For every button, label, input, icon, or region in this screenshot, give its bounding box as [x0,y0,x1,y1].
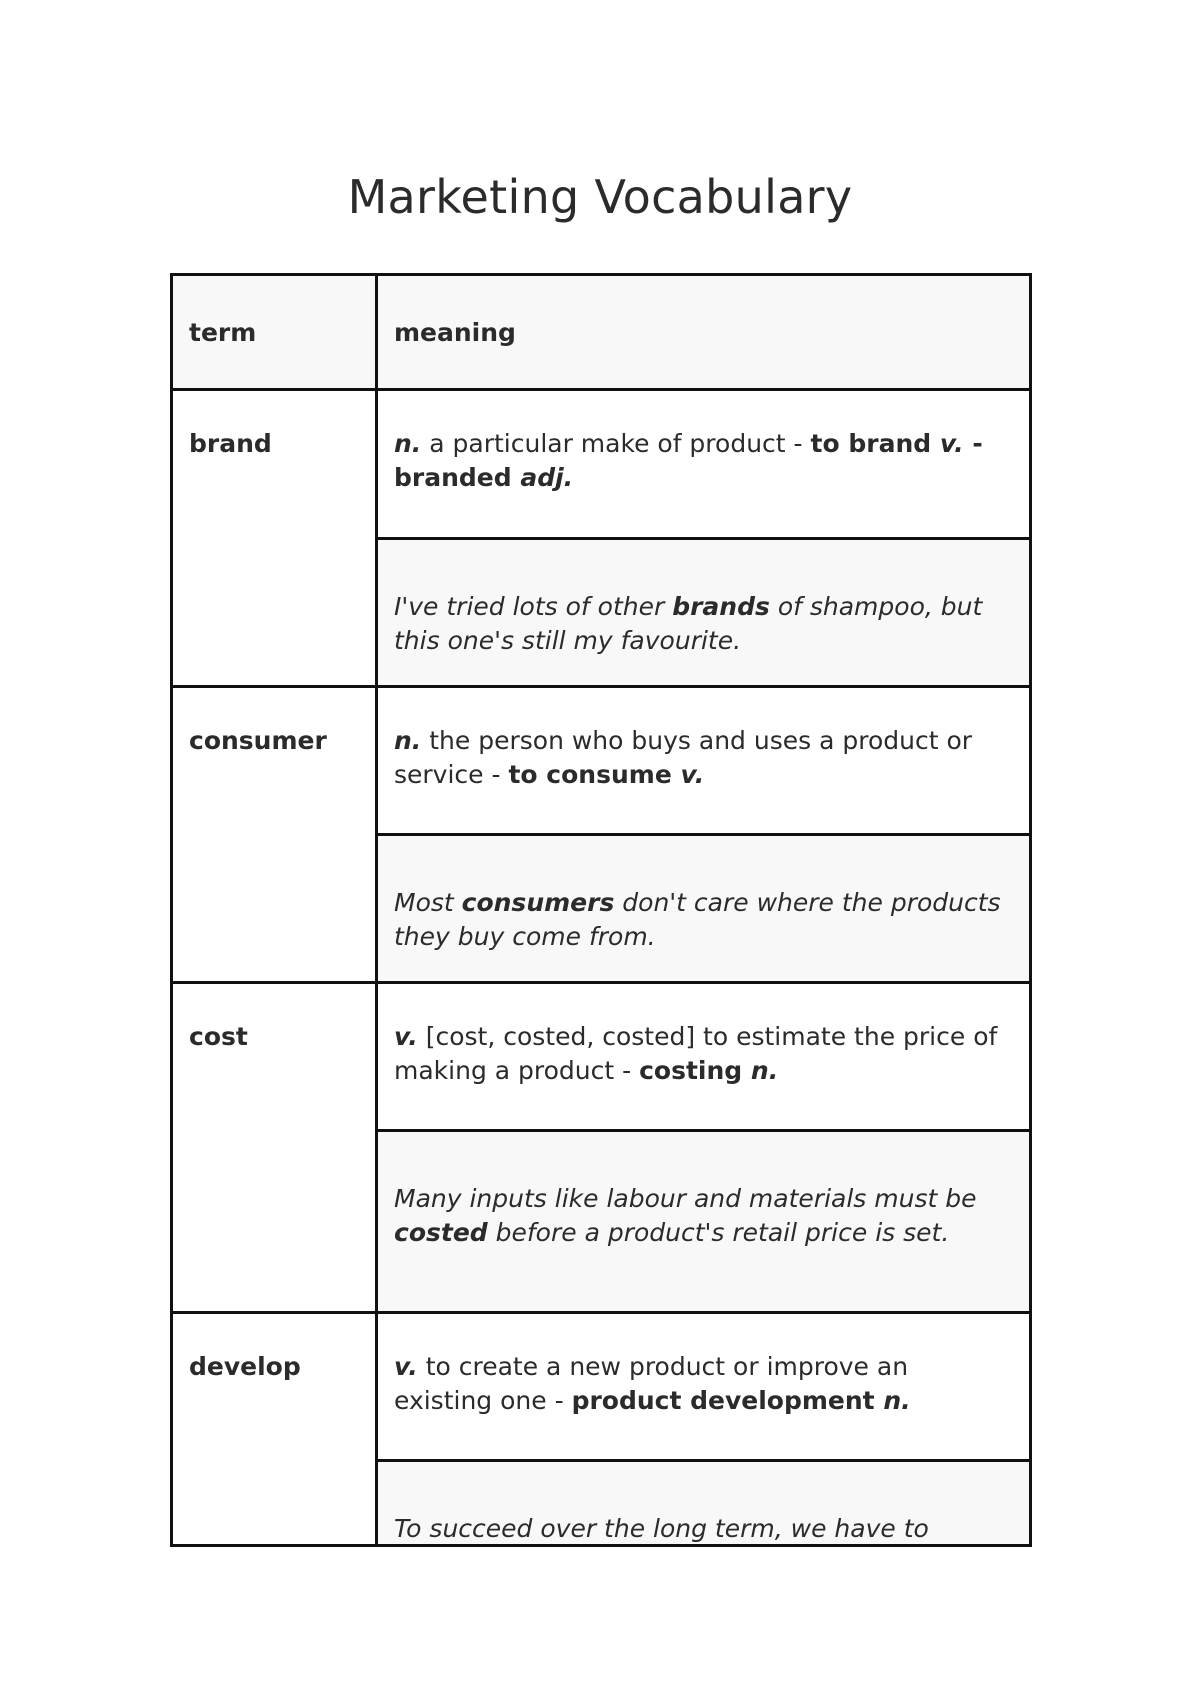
part-of-speech: n. [394,726,422,755]
example-text: Many inputs like labour and materials must be [394,1184,977,1213]
table-header-term: term [173,276,378,391]
example-develop [378,1462,1029,1544]
derived-pos: adj. [520,463,574,492]
example-cost [378,1132,1029,1314]
definition-cost [378,984,1029,1132]
example-keyword: costed [394,1218,488,1247]
derived-pos: v. [939,429,964,458]
page-title: Marketing Vocabulary [347,170,853,224]
example-text: before a product's retail price is set. [487,1218,950,1247]
example-text: I've tried lots of other [394,592,673,621]
derived-form: costing [639,1056,751,1085]
part-of-speech: v. [394,1352,418,1381]
derived-pos: n. [750,1056,779,1085]
definition-brand [378,391,1029,540]
example-keyword: brands [672,592,770,621]
derived-separator: - [963,429,983,458]
table-header-meaning: meaning [378,276,1029,391]
definition-text: [cost, costed, costed] to estimate the price of making a product - [394,1022,998,1085]
derived-form: branded [394,463,521,492]
definition-text: the person who buys and uses a product or service - [394,726,973,789]
example-text: Most [394,888,462,917]
part-of-speech: n. [394,429,422,458]
definition-develop [378,1314,1029,1462]
definition-text: to create a new product or improve an existing one - [394,1352,909,1415]
derived-form: product development [571,1386,884,1415]
example-keyword: consumers [461,888,615,917]
definition-consumer [378,688,1029,836]
derived-pos: n. [883,1386,911,1415]
term-develop: develop [173,1314,378,1544]
example-consumer [378,836,1029,984]
example-text: To succeed over the long term, we have to [394,1514,929,1543]
example-text: don't care where the products they buy come from. [394,888,1001,951]
term-cost: cost [173,984,378,1314]
derived-pos: v. [680,760,705,789]
term-brand: brand [173,391,378,688]
part-of-speech: v. [394,1022,418,1051]
example-text: of shampoo, but this one's still my favourite. [394,592,983,655]
definition-text: a particular make of product - [421,429,811,458]
derived-form: to brand [810,429,940,458]
vocabulary-table [170,273,1032,1547]
term-consumer: consumer [173,688,378,984]
derived-form: to consume [508,760,681,789]
example-brand [378,540,1029,688]
